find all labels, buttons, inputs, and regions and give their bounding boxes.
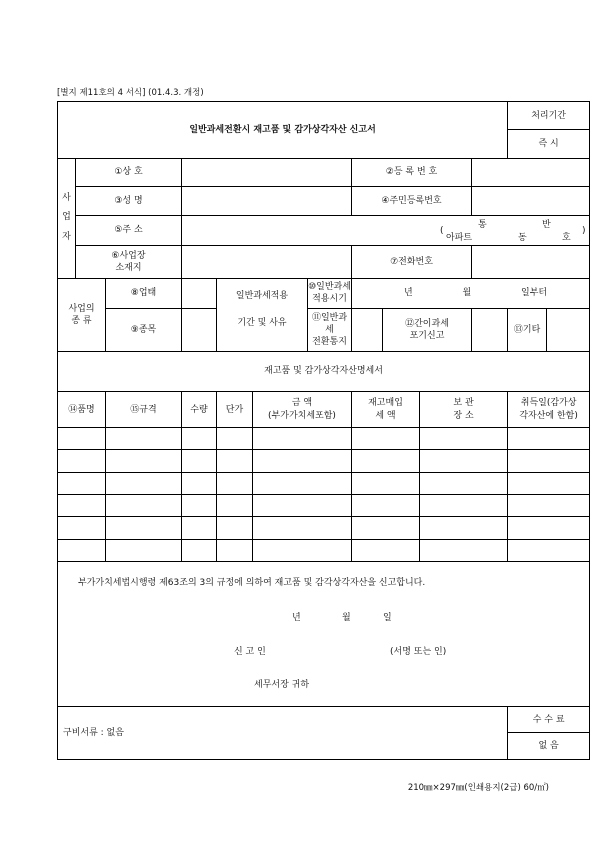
cell[interactable] — [106, 517, 182, 539]
cell[interactable] — [217, 450, 253, 472]
col-quantity: 수량 — [182, 392, 217, 428]
conversion-notice-field[interactable] — [352, 309, 383, 352]
table-row — [58, 427, 590, 449]
cell[interactable] — [352, 427, 420, 449]
name-field[interactable] — [182, 187, 352, 215]
resident-number-field[interactable] — [472, 187, 590, 215]
date-month-label: 월 — [342, 612, 351, 623]
processing-period-value: 즉 시 — [508, 130, 590, 158]
signature-label: (서명 또는 인) — [390, 646, 447, 657]
cell[interactable] — [217, 539, 253, 561]
cell[interactable] — [217, 472, 253, 494]
inventory-section-title: 재고품 및 감가상각자산명세서 — [58, 351, 590, 392]
conversion-notice-label: ⑪일반과세 전환통지 — [308, 309, 352, 352]
business-owner-label: 사 업 자 — [58, 158, 76, 278]
cell[interactable] — [106, 494, 182, 516]
trade-name-label: ①상 호 — [76, 158, 182, 186]
addressee-label: 세무서장 귀하 — [254, 679, 310, 690]
registration-number-field[interactable] — [472, 158, 590, 186]
registration-number-label: ②등 록 번 호 — [352, 158, 472, 186]
cell[interactable] — [182, 450, 217, 472]
addr-ban: 반 — [542, 219, 551, 230]
cell[interactable] — [58, 427, 106, 449]
location-label: ⑥사업장 소재지 — [76, 246, 182, 278]
cell[interactable] — [420, 539, 508, 561]
apply-time-field[interactable] — [352, 278, 590, 308]
cell[interactable] — [253, 450, 352, 472]
cell[interactable] — [217, 494, 253, 516]
cell[interactable] — [182, 517, 217, 539]
apply-period-label-bottom: 기간 및 사유 — [217, 309, 308, 352]
other-label: ⑬기타 — [508, 309, 547, 352]
declaration-text: 부가가치세법시행령 제63조의 3의 규정에 의하여 재고품 및 감각상각자산을 신고합니다. — [78, 577, 426, 588]
addr-apt: 아파트 — [446, 232, 473, 243]
cell[interactable] — [508, 494, 590, 516]
apply-time-label: ⑩일반과세 적용시기 — [308, 278, 352, 308]
col-purchase-tax: 재고매입 세 액 — [352, 392, 420, 428]
col-item-name: ⑭품명 — [58, 392, 106, 428]
address-field[interactable] — [182, 215, 590, 245]
col-storage-location: 보 관 장 소 — [420, 392, 508, 428]
table-row — [58, 450, 590, 472]
cell[interactable] — [182, 539, 217, 561]
addr-tong: 통 — [478, 219, 487, 230]
date-from: 일부터 — [521, 288, 548, 299]
addr-paren-open: ( — [440, 225, 444, 236]
cell[interactable] — [508, 427, 590, 449]
business-type-field[interactable] — [182, 278, 217, 308]
cell[interactable] — [182, 494, 217, 516]
paper-size-note: 210㎜×297㎜(인쇄용지(2급) 60/㎡) — [407, 783, 549, 793]
phone-field[interactable] — [472, 246, 590, 278]
cell[interactable] — [217, 427, 253, 449]
date-month: 월 — [462, 288, 472, 299]
col-acquisition-date: 취득일(감가상 각자산에 한함) — [508, 392, 590, 428]
reporter-label: 신 고 인 — [234, 646, 266, 657]
cell[interactable] — [58, 472, 106, 494]
phone-label: ⑦전화번호 — [352, 246, 472, 278]
cell[interactable] — [352, 450, 420, 472]
cell[interactable] — [58, 539, 106, 561]
simplified-waiver-label: ⑫간이과세 포기신고 — [383, 309, 472, 352]
cell[interactable] — [106, 472, 182, 494]
simplified-waiver-field[interactable] — [472, 309, 508, 352]
cell[interactable] — [352, 472, 420, 494]
cell[interactable] — [58, 517, 106, 539]
addr-ho: 호 — [562, 232, 571, 243]
other-field[interactable] — [547, 309, 590, 352]
col-amount: 금 액 (부가가치세포함) — [253, 392, 352, 428]
business-kind-label: 사업의 종 류 — [58, 278, 106, 351]
cell[interactable] — [58, 450, 106, 472]
cell[interactable] — [253, 517, 352, 539]
attachments-label: 구비서류 : 없음 — [58, 707, 508, 760]
table-row — [58, 472, 590, 494]
name-label: ③성 명 — [76, 187, 182, 215]
cell[interactable] — [253, 494, 352, 516]
col-unit-price: 단가 — [217, 392, 253, 428]
cell[interactable] — [508, 450, 590, 472]
table-row — [58, 539, 590, 561]
fee-value: 없 음 — [508, 733, 590, 760]
cell[interactable] — [58, 494, 106, 516]
form-title: 일반과세전환시 재고품 및 감가상각자산 신고서 — [58, 102, 508, 159]
cell[interactable] — [420, 494, 508, 516]
cell[interactable] — [106, 539, 182, 561]
apply-period-label-top: 일반과세적용 — [217, 278, 308, 308]
location-field[interactable] — [182, 246, 352, 278]
table-row — [58, 494, 590, 516]
cell[interactable] — [508, 472, 590, 494]
cell[interactable] — [253, 427, 352, 449]
cell[interactable] — [508, 517, 590, 539]
cell[interactable] — [217, 517, 253, 539]
trade-name-field[interactable] — [182, 158, 352, 186]
cell[interactable] — [508, 539, 590, 561]
item-label: ⑨종목 — [106, 309, 182, 352]
cell[interactable] — [253, 539, 352, 561]
cell[interactable] — [420, 472, 508, 494]
cell[interactable] — [182, 427, 217, 449]
business-type-label: ⑧업태 — [106, 278, 182, 308]
cell[interactable] — [106, 450, 182, 472]
addr-paren-close: ) — [582, 225, 586, 236]
cell[interactable] — [253, 472, 352, 494]
cell[interactable] — [420, 517, 508, 539]
form-caption: [별지 제11호의 4 서식] (01.4.3. 개정) — [57, 88, 204, 98]
date-day-label: 일 — [383, 612, 392, 623]
table-row — [58, 517, 590, 539]
fee-label: 수 수 료 — [508, 707, 590, 733]
cell[interactable] — [352, 539, 420, 561]
cell[interactable] — [352, 494, 420, 516]
processing-period-label: 처리기간 — [508, 102, 590, 130]
cell[interactable] — [182, 472, 217, 494]
cell[interactable] — [352, 517, 420, 539]
resident-number-label: ④주민등록번호 — [352, 187, 472, 215]
col-spec: ⑮규격 — [106, 392, 182, 428]
cell[interactable] — [420, 427, 508, 449]
date-year: 년 — [404, 288, 413, 299]
report-form — [57, 101, 586, 760]
item-field[interactable] — [182, 309, 217, 352]
date-year-label: 년 — [292, 612, 301, 623]
address-label: ⑤주 소 — [76, 215, 182, 245]
addr-dong: 동 — [518, 232, 527, 243]
cell[interactable] — [106, 427, 182, 449]
cell[interactable] — [420, 450, 508, 472]
declaration-block — [58, 561, 590, 706]
